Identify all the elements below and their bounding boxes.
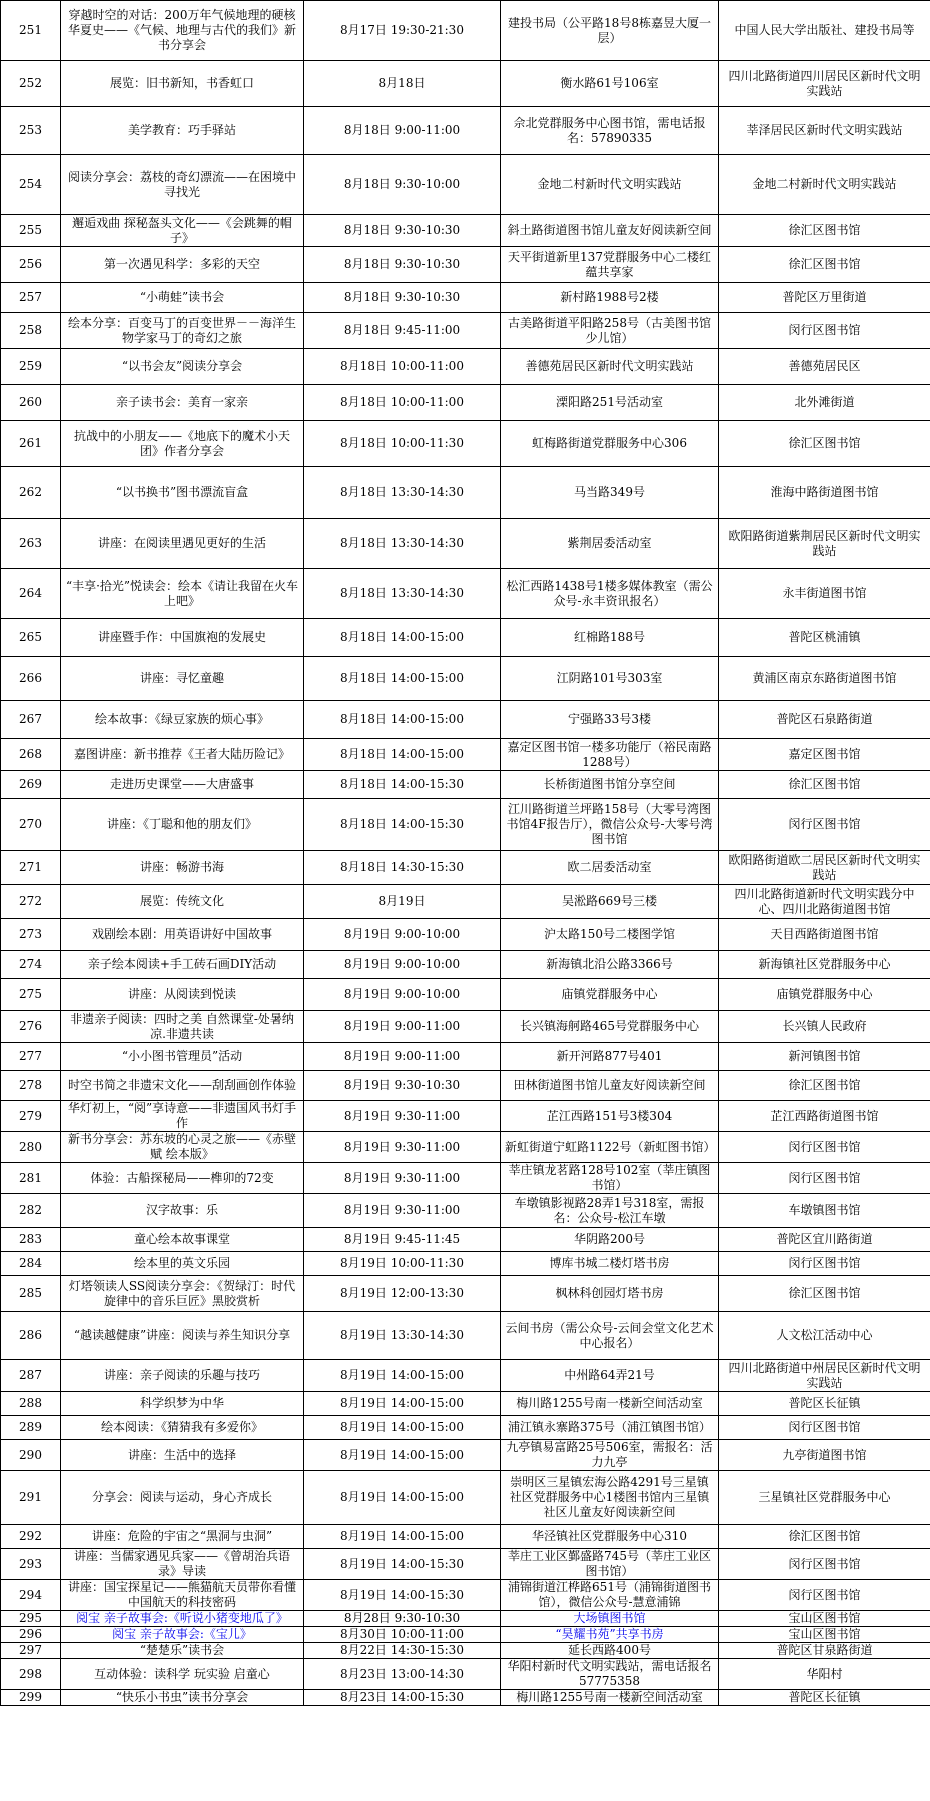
- activity-organizer: 徐汇区图书馆: [719, 421, 930, 467]
- activity-place: 芷江西路151号3楼304: [501, 1101, 719, 1132]
- table-row: [1, 1, 930, 61]
- table-row: [1, 1228, 930, 1252]
- activity-organizer: 华阳村: [719, 1659, 930, 1690]
- table-row: [1, 771, 930, 799]
- activity-place: 紫荆居委活动室: [501, 519, 719, 569]
- activity-title: 互动体验：读科学 玩实验 启童心: [61, 1659, 304, 1690]
- activity-organizer: 普陀区石泉路街道: [719, 701, 930, 739]
- row-number: 291: [1, 1471, 61, 1525]
- activity-time: 8月19日 9:30-11:00: [304, 1194, 501, 1228]
- activity-time: 8月22日 14:30-15:30: [304, 1643, 501, 1659]
- activity-time: 8月23日 13:00-14:30: [304, 1659, 501, 1690]
- activity-time: 8月19日 14:00-15:00: [304, 1440, 501, 1471]
- activity-place: 新虹街道宁虹路1122号（新虹图书馆）: [501, 1132, 719, 1163]
- activity-place: 长桥街道图书馆分享空间: [501, 771, 719, 799]
- activity-title: 讲座：当儒家遇见兵家——《曾胡治兵语录》导读: [61, 1549, 304, 1580]
- activity-place: 嘉定区图书馆一楼多功能厅（裕民南路1288号）: [501, 739, 719, 771]
- activity-organizer: 普陀区宜川路街道: [719, 1228, 930, 1252]
- row-number: 288: [1, 1392, 61, 1416]
- activity-time: 8月18日 9:30-10:00: [304, 155, 501, 215]
- row-number: 289: [1, 1416, 61, 1440]
- table-row: [1, 155, 930, 215]
- activity-title: 非遗亲子阅读：四时之美 自然课堂-处暑纳凉.非遗共读: [61, 1011, 304, 1043]
- table-row: [1, 851, 930, 885]
- row-number: 254: [1, 155, 61, 215]
- activity-title: 讲座：寻忆童趣: [61, 657, 304, 701]
- row-number: 286: [1, 1312, 61, 1360]
- table-row: [1, 657, 930, 701]
- activity-time: 8月19日 9:30-11:00: [304, 1132, 501, 1163]
- table-row: [1, 1690, 930, 1706]
- table-row: [1, 619, 930, 657]
- activity-place: 莘庄工业区鄞盛路745号（莘庄工业区图书馆）: [501, 1549, 719, 1580]
- activity-time: 8月18日 13:30-14:30: [304, 569, 501, 619]
- activity-time: 8月19日 9:45-11:45: [304, 1228, 501, 1252]
- table-row: [1, 919, 930, 951]
- row-number: 294: [1, 1580, 61, 1611]
- row-number: 267: [1, 701, 61, 739]
- row-number: 299: [1, 1690, 61, 1706]
- activity-organizer: 四川北路街道四川居民区新时代文明实践站: [719, 61, 930, 107]
- activity-title: 讲座：生活中的选择: [61, 1440, 304, 1471]
- table-row: [1, 569, 930, 619]
- table-row: [1, 421, 930, 467]
- activity-title: “以书会友”阅读分享会: [61, 349, 304, 385]
- activity-organizer: 闵行区图书馆: [719, 799, 930, 851]
- table-row: [1, 979, 930, 1011]
- activity-place: 宁强路33号3楼: [501, 701, 719, 739]
- activity-organizer: 人文松江活动中心: [719, 1312, 930, 1360]
- activity-place: 华泾镇社区党群服务中心310: [501, 1525, 719, 1549]
- activity-time: 8月18日 13:30-14:30: [304, 467, 501, 519]
- activity-organizer: 九亭街道图书馆: [719, 1440, 930, 1471]
- row-number: 256: [1, 247, 61, 283]
- activity-title: “以书换书”图书漂流盲盒: [61, 467, 304, 519]
- activity-title: 戏剧绘本剧：用英语讲好中国故事: [61, 919, 304, 951]
- activity-organizer: 长兴镇人民政府: [719, 1011, 930, 1043]
- table-row: [1, 701, 930, 739]
- activity-place: 枫林科创园灯塔书房: [501, 1276, 719, 1312]
- activity-title: “楚楚乐”读书会: [61, 1643, 304, 1659]
- table-row: [1, 1360, 930, 1392]
- activity-title: 讲座：从阅读到悦读: [61, 979, 304, 1011]
- activity-organizer: 徐汇区图书馆: [719, 1525, 930, 1549]
- activity-title: 展览：旧书新知，书香虹口: [61, 61, 304, 107]
- row-number: 276: [1, 1011, 61, 1043]
- activity-place: 莘庄镇龙茗路128号102室（莘庄镇图书馆）: [501, 1163, 719, 1194]
- activity-title: 讲座暨手作：中国旗袍的发展史: [61, 619, 304, 657]
- activity-place: 衡水路61号106室: [501, 61, 719, 107]
- activity-title: 讲座：危险的宇宙之“黑洞与虫洞”: [61, 1525, 304, 1549]
- activity-time: 8月19日 14:00-15:00: [304, 1360, 501, 1392]
- row-number: 257: [1, 283, 61, 313]
- activity-time: 8月17日 19:30-21:30: [304, 1, 501, 61]
- activity-place: 虹梅路街道党群服务中心306: [501, 421, 719, 467]
- activity-organizer: 莘泽居民区新时代文明实践站: [719, 107, 930, 155]
- activity-time: 8月18日 14:00-15:00: [304, 619, 501, 657]
- activity-time: 8月19日 9:30-11:00: [304, 1163, 501, 1194]
- table-row: [1, 1252, 930, 1276]
- activity-organizer: 闵行区图书馆: [719, 1132, 930, 1163]
- activity-place: 吴淞路669号三楼: [501, 885, 719, 919]
- activity-organizer: 黄浦区南京东路街道图书馆: [719, 657, 930, 701]
- activity-place: 庙镇党群服务中心: [501, 979, 719, 1011]
- table-row: [1, 247, 930, 283]
- activity-time: 8月18日 10:00-11:00: [304, 385, 501, 421]
- table-row: [1, 1580, 930, 1611]
- table-row: [1, 1611, 930, 1627]
- activity-title: 展览：传统文化: [61, 885, 304, 919]
- activity-time: 8月19日 14:00-15:00: [304, 1525, 501, 1549]
- activity-organizer: 普陀区长征镇: [719, 1392, 930, 1416]
- activity-title: 讲座：国宝探星记——熊猫航天员带你看懂中国航天的科技密码: [61, 1580, 304, 1611]
- table-row: [1, 467, 930, 519]
- activity-time: 8月18日 14:00-15:30: [304, 771, 501, 799]
- activity-title: 嘉图讲座：新书推荐《王者大陆历险记》: [61, 739, 304, 771]
- activity-organizer: 三星镇社区党群服务中心: [719, 1471, 930, 1525]
- table-row: [1, 1163, 930, 1194]
- table-row: [1, 1392, 930, 1416]
- row-number: 280: [1, 1132, 61, 1163]
- table-row: [1, 1071, 930, 1101]
- row-number: 284: [1, 1252, 61, 1276]
- activity-title: 绘本分享：百变马丁的百变世界－－海洋生物学家马丁的奇幻之旅: [61, 313, 304, 349]
- activity-title: 新书分享会：苏东坡的心灵之旅——《赤壁赋 绘本版》: [61, 1132, 304, 1163]
- activity-place: 江阴路101号303室: [501, 657, 719, 701]
- activity-time: 8月19日 14:00-15:30: [304, 1549, 501, 1580]
- activity-time: 8月18日 14:00-15:00: [304, 701, 501, 739]
- activity-organizer: 徐汇区图书馆: [719, 1071, 930, 1101]
- row-number: 273: [1, 919, 61, 951]
- row-number: 283: [1, 1228, 61, 1252]
- activity-place: 长兴镇海舸路465号党群服务中心: [501, 1011, 719, 1043]
- row-number: 258: [1, 313, 61, 349]
- table-row: [1, 799, 930, 851]
- table-row: [1, 283, 930, 313]
- activity-time: 8月18日 9:30-10:30: [304, 283, 501, 313]
- table-row: [1, 1659, 930, 1690]
- table-row: [1, 1525, 930, 1549]
- table-row: [1, 215, 930, 247]
- activity-title: 灯塔领读人SS阅读分享会：《贺绿汀：时代旋律中的音乐巨匠》黑胶赏析: [61, 1276, 304, 1312]
- activity-organizer: 宝山区图书馆: [719, 1627, 930, 1643]
- activity-place: 欧二居委活动室: [501, 851, 719, 885]
- table-row: [1, 519, 930, 569]
- table-row: [1, 349, 930, 385]
- activity-organizer: 普陀区万里街道: [719, 283, 930, 313]
- row-number: 264: [1, 569, 61, 619]
- table-row: [1, 1132, 930, 1163]
- activity-title: 绘本里的英文乐园: [61, 1252, 304, 1276]
- activity-organizer: 普陀区甘泉路街道: [719, 1643, 930, 1659]
- row-number: 259: [1, 349, 61, 385]
- activity-place: 九亭镇易富路25号506室，需报名：活力九亭: [501, 1440, 719, 1471]
- activity-organizer: 徐汇区图书馆: [719, 247, 930, 283]
- activity-title: 抗战中的小朋友——《地底下的魔术小天团》作者分享会: [61, 421, 304, 467]
- activity-title: “小萌蛙”读书会: [61, 283, 304, 313]
- activity-place: 新海镇北沿公路3366号: [501, 951, 719, 979]
- row-number: 263: [1, 519, 61, 569]
- row-number: 290: [1, 1440, 61, 1471]
- activity-organizer: 淮海中路街道图书馆: [719, 467, 930, 519]
- activity-time: 8月19日 9:00-11:00: [304, 1011, 501, 1043]
- row-number: 274: [1, 951, 61, 979]
- activity-time: 8月19日: [304, 885, 501, 919]
- activity-time: 8月19日 14:00-15:00: [304, 1392, 501, 1416]
- activity-organizer: 闵行区图书馆: [719, 1549, 930, 1580]
- row-number: 292: [1, 1525, 61, 1549]
- activity-title: 汉字故事：乐: [61, 1194, 304, 1228]
- activity-organizer: 徐汇区图书馆: [719, 771, 930, 799]
- activity-organizer: 北外滩街道: [719, 385, 930, 421]
- table-row: [1, 107, 930, 155]
- activity-place: 斜土路街道图书馆儿童友好阅读新空间: [501, 215, 719, 247]
- activity-title: 邂逅戏曲 探秘盔头文化——《会跳舞的帽子》: [61, 215, 304, 247]
- activity-title: 绘本阅读：《猜猜我有多爱你》: [61, 1416, 304, 1440]
- activity-organizer: 中国人民大学出版社、建投书局等: [719, 1, 930, 61]
- activity-organizer: 徐汇区图书馆: [719, 1276, 930, 1312]
- activity-title: “快乐小书虫”读书分享会: [61, 1690, 304, 1706]
- row-number: 255: [1, 215, 61, 247]
- activity-time: 8月18日 9:30-10:30: [304, 247, 501, 283]
- activity-organizer: 庙镇党群服务中心: [719, 979, 930, 1011]
- activity-place: 新村路1988号2楼: [501, 283, 719, 313]
- activity-time: 8月19日 9:00-10:00: [304, 951, 501, 979]
- activity-time: 8月19日 9:00-11:00: [304, 1043, 501, 1071]
- activity-organizer: 芷江西路街道图书馆: [719, 1101, 930, 1132]
- activity-place: 浦锦街道江桦路651号（浦锦街道图书馆），微信公众号-慧意浦锦: [501, 1580, 719, 1611]
- activity-title: 走进历史课堂——大唐盛事: [61, 771, 304, 799]
- row-number: 293: [1, 1549, 61, 1580]
- table-row: [1, 1043, 930, 1071]
- row-number: 265: [1, 619, 61, 657]
- activity-time: 8月18日 10:00-11:00: [304, 349, 501, 385]
- activity-time: 8月18日: [304, 61, 501, 107]
- activity-organizer: 四川北路街道中州居民区新时代文明实践站: [719, 1360, 930, 1392]
- row-number: 298: [1, 1659, 61, 1690]
- activity-title: 童心绘本故事课堂: [61, 1228, 304, 1252]
- activity-time: 8月19日 9:00-10:00: [304, 979, 501, 1011]
- activity-title: 阅宝 亲子故事会:《听说小猪变地瓜了》: [61, 1611, 304, 1627]
- table-row: [1, 885, 930, 919]
- activity-place: 延长西路400号: [501, 1643, 719, 1659]
- activity-place: 大场镇图书馆: [501, 1611, 719, 1627]
- activity-place: 善德苑居民区新时代文明实践站: [501, 349, 719, 385]
- activity-time: 8月18日 14:30-15:30: [304, 851, 501, 885]
- table-row: [1, 1549, 930, 1580]
- activity-place: 马当路349号: [501, 467, 719, 519]
- activity-time: 8月19日 9:30-11:00: [304, 1101, 501, 1132]
- activity-place: 江川路街道兰坪路158号（大零号湾图书馆4F报告厅），微信公众号-大零号湾图书馆: [501, 799, 719, 851]
- activity-time: 8月18日 14:00-15:30: [304, 799, 501, 851]
- table-row: [1, 1440, 930, 1471]
- row-number: 277: [1, 1043, 61, 1071]
- activity-place: 建投书局（公平路18号8栋嘉昱大厦一层）: [501, 1, 719, 61]
- row-number: 253: [1, 107, 61, 155]
- activity-place: 金地二村新时代文明实践站: [501, 155, 719, 215]
- activity-organizer: 闵行区图书馆: [719, 1416, 930, 1440]
- activity-time: 8月18日 10:00-11:30: [304, 421, 501, 467]
- activity-place: 博库书城二楼灯塔书房: [501, 1252, 719, 1276]
- activity-title: 美学教育：巧手驿站: [61, 107, 304, 155]
- activity-time: 8月19日 10:00-11:30: [304, 1252, 501, 1276]
- activity-organizer: 闵行区图书馆: [719, 1580, 930, 1611]
- activity-place: 中州路64弄21号: [501, 1360, 719, 1392]
- activity-place: 古美路街道平阳路258号（古美图书馆少儿馆）: [501, 313, 719, 349]
- activity-title: 华灯初上，“阅”享诗意——非遗国风书灯手作: [61, 1101, 304, 1132]
- table-row: [1, 1011, 930, 1043]
- activity-organizer: 善德苑居民区: [719, 349, 930, 385]
- activity-time: 8月19日 9:30-10:30: [304, 1071, 501, 1101]
- activity-time: 8月19日 12:00-13:30: [304, 1276, 501, 1312]
- activity-title: 讲座：畅游书海: [61, 851, 304, 885]
- activity-title: 科学织梦为中华: [61, 1392, 304, 1416]
- row-number: 270: [1, 799, 61, 851]
- activity-organizer: 普陀区桃浦镇: [719, 619, 930, 657]
- table-row: [1, 1101, 930, 1132]
- table-row: [1, 1643, 930, 1659]
- activity-title: 亲子绘本阅读+手工砖石画DIY活动: [61, 951, 304, 979]
- activity-place: 红棉路188号: [501, 619, 719, 657]
- activity-title: 讲座：《丁聪和他的朋友们》: [61, 799, 304, 851]
- activity-organizer: 新海镇社区党群服务中心: [719, 951, 930, 979]
- activity-place: 田林街道图书馆儿童友好阅读新空间: [501, 1071, 719, 1101]
- row-number: 295: [1, 1611, 61, 1627]
- activity-time: 8月19日 14:00-15:30: [304, 1580, 501, 1611]
- row-number: 285: [1, 1276, 61, 1312]
- activity-organizer: 四川北路街道新时代文明实践分中心、四川北路街道图书馆: [719, 885, 930, 919]
- table-row: [1, 739, 930, 771]
- activity-title: 时空书简之非遗宋文化——刮刮画创作体验: [61, 1071, 304, 1101]
- activity-time: 8月19日 14:00-15:00: [304, 1416, 501, 1440]
- activity-title: 亲子读书会：美育一家亲: [61, 385, 304, 421]
- activity-title: “丰享·拾光”悦读会：绘本《请让我留在火车上吧》: [61, 569, 304, 619]
- row-number: 271: [1, 851, 61, 885]
- activity-title: “越读越健康”讲座：阅读与养生知识分享: [61, 1312, 304, 1360]
- activity-organizer: 普陀区长征镇: [719, 1690, 930, 1706]
- activity-organizer: 欧阳路街道欧二居民区新时代文明实践站: [719, 851, 930, 885]
- activity-time: 8月18日 14:00-15:00: [304, 739, 501, 771]
- row-number: 278: [1, 1071, 61, 1101]
- activity-place: 松汇西路1438号1楼多媒体教室（需公众号-永丰资讯报名）: [501, 569, 719, 619]
- activity-title: “小小图书管理员”活动: [61, 1043, 304, 1071]
- activity-organizer: 天目西路街道图书馆: [719, 919, 930, 951]
- activity-title: 阅读分享会：荔枝的奇幻漂流——在困境中寻找光: [61, 155, 304, 215]
- activity-organizer: 车墩镇图书馆: [719, 1194, 930, 1228]
- table-row: [1, 951, 930, 979]
- activity-place: 浦江镇永寨路375号（浦江镇图书馆）: [501, 1416, 719, 1440]
- activity-title: 分享会：阅读与运动，身心齐成长: [61, 1471, 304, 1525]
- row-number: 279: [1, 1101, 61, 1132]
- row-number: 252: [1, 61, 61, 107]
- activity-organizer: 宝山区图书馆: [719, 1611, 930, 1627]
- activity-place: 沪太路150号二楼图学馆: [501, 919, 719, 951]
- table-row: [1, 61, 930, 107]
- row-number: 261: [1, 421, 61, 467]
- activity-place: 溧阳路251号活动室: [501, 385, 719, 421]
- activity-table-body: [1, 1, 930, 1706]
- activity-title: 第一次遇见科学：多彩的天空: [61, 247, 304, 283]
- activity-place: 天平街道新里137党群服务中心二楼红蕴共享家: [501, 247, 719, 283]
- activity-title: 绘本故事：《绿豆家族的烦心事》: [61, 701, 304, 739]
- table-row: [1, 1627, 930, 1643]
- activity-time: 8月18日 9:45-11:00: [304, 313, 501, 349]
- activity-time: 8月19日 13:30-14:30: [304, 1312, 501, 1360]
- activity-place: “昊耀书苑”共享书房: [501, 1627, 719, 1643]
- activity-organizer: 嘉定区图书馆: [719, 739, 930, 771]
- activity-time: 8月18日 9:30-10:30: [304, 215, 501, 247]
- row-number: 275: [1, 979, 61, 1011]
- table-row: [1, 1194, 930, 1228]
- row-number: 266: [1, 657, 61, 701]
- activity-organizer: 永丰街道图书馆: [719, 569, 930, 619]
- row-number: 269: [1, 771, 61, 799]
- activity-time: 8月19日 9:00-10:00: [304, 919, 501, 951]
- activity-time: 8月28日 9:30-10:30: [304, 1611, 501, 1627]
- table-row: [1, 1312, 930, 1360]
- table-row: [1, 1276, 930, 1312]
- row-number: 268: [1, 739, 61, 771]
- table-row: [1, 1416, 930, 1440]
- row-number: 287: [1, 1360, 61, 1392]
- table-row: [1, 1471, 930, 1525]
- row-number: 262: [1, 467, 61, 519]
- activity-organizer: 徐汇区图书馆: [719, 215, 930, 247]
- activity-time: 8月30日 10:00-11:00: [304, 1627, 501, 1643]
- row-number: 282: [1, 1194, 61, 1228]
- activity-title: 讲座：亲子阅读的乐趣与技巧: [61, 1360, 304, 1392]
- row-number: 297: [1, 1643, 61, 1659]
- activity-place: 华阴路200号: [501, 1228, 719, 1252]
- row-number: 272: [1, 885, 61, 919]
- activity-title: 穿越时空的对话：200万年气候地理的硬核华夏史——《气候、地理与古代的我们》新书分享会: [61, 1, 304, 61]
- activity-place: 云间书房（需公众号-云间会堂文化艺术中心报名）: [501, 1312, 719, 1360]
- activity-organizer: 闵行区图书馆: [719, 1252, 930, 1276]
- activity-title: 阅宝 亲子故事会:《宝儿》: [61, 1627, 304, 1643]
- activity-time: 8月18日 14:00-15:00: [304, 657, 501, 701]
- activity-place: 华阳村新时代文明实践站，需电话报名57775358: [501, 1659, 719, 1690]
- table-row: [1, 313, 930, 349]
- activity-organizer: 闵行区图书馆: [719, 1163, 930, 1194]
- row-number: 251: [1, 1, 61, 61]
- activity-time: 8月18日 13:30-14:30: [304, 519, 501, 569]
- row-number: 260: [1, 385, 61, 421]
- activity-time: 8月19日 14:00-15:00: [304, 1471, 501, 1525]
- activity-place: 佘北党群服务中心图书馆，需电话报名：57890335: [501, 107, 719, 155]
- row-number: 296: [1, 1627, 61, 1643]
- activity-place: 新开河路877号401: [501, 1043, 719, 1071]
- activity-organizer: 新河镇图书馆: [719, 1043, 930, 1071]
- table-row: [1, 385, 930, 421]
- activity-place: 车墩镇影视路28弄1号318室，需报名：公众号-松江车墩: [501, 1194, 719, 1228]
- row-number: 281: [1, 1163, 61, 1194]
- activity-title: 讲座：在阅读里遇见更好的生活: [61, 519, 304, 569]
- activity-place: 崇明区三星镇宏海公路4291号三星镇社区党群服务中心1楼图书馆内三星镇社区儿童友好阅读新空间: [501, 1471, 719, 1525]
- activity-title: 体验：古船探秘局——榫卯的72变: [61, 1163, 304, 1194]
- activity-place: 梅川路1255号南一楼新空间活动室: [501, 1690, 719, 1706]
- activity-organizer: 闵行区图书馆: [719, 313, 930, 349]
- activity-place: 梅川路1255号南一楼新空间活动室: [501, 1392, 719, 1416]
- activity-organizer: 金地二村新时代文明实践站: [719, 155, 930, 215]
- activity-time: 8月18日 9:00-11:00: [304, 107, 501, 155]
- activity-organizer: 欧阳路街道紫荆居民区新时代文明实践站: [719, 519, 930, 569]
- activity-time: 8月23日 14:00-15:30: [304, 1690, 501, 1706]
